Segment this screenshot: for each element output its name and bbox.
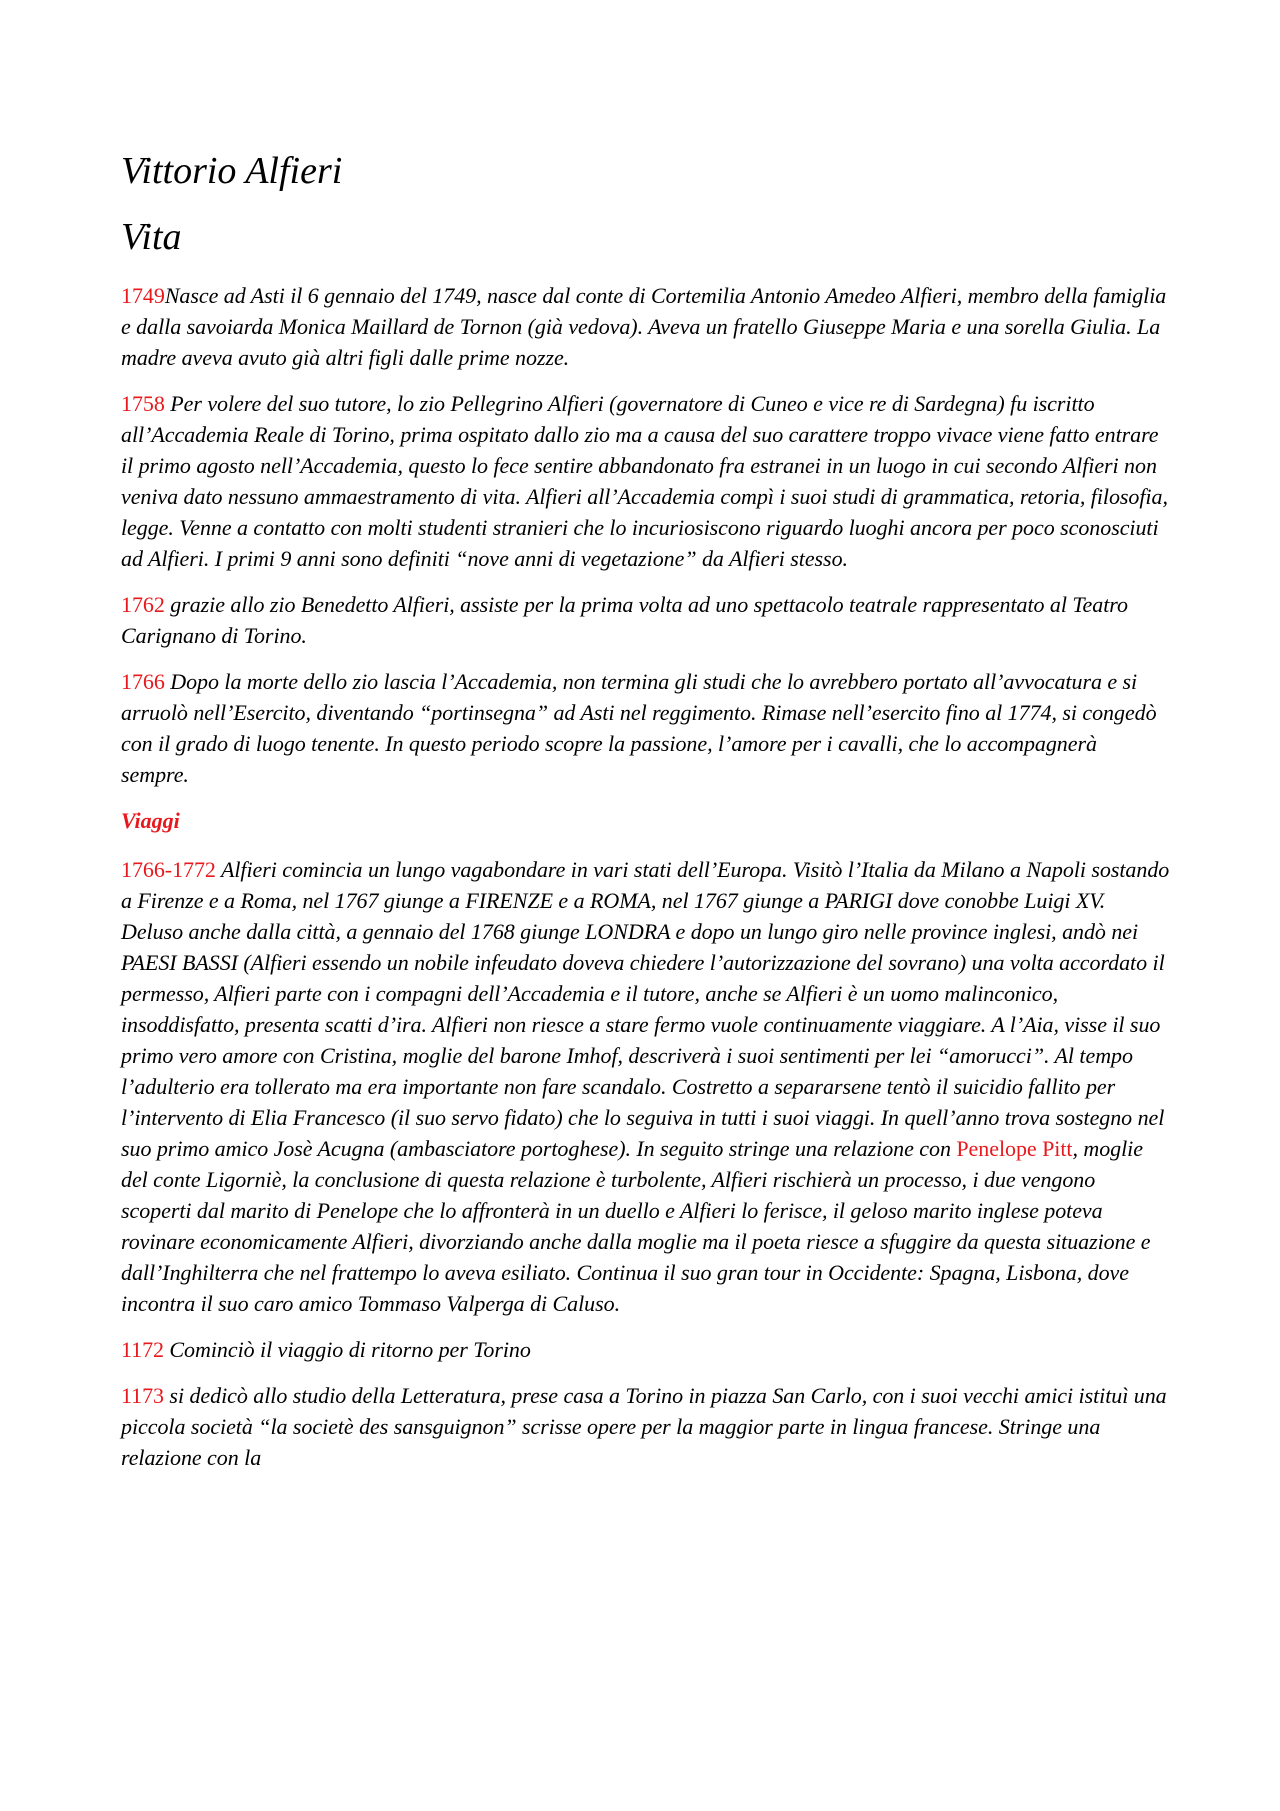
entry-paragraph [121, 1334, 1170, 1365]
entry-paragraph [121, 1380, 1170, 1473]
highlighted-name: Penelope Pitt [956, 1136, 1073, 1161]
entry-text: Cominciò il viaggio di ritorno per Torino [163, 1337, 531, 1362]
entry-year: 1172 [121, 1337, 164, 1362]
entry-year: 1762 [121, 592, 165, 617]
entry-year: 1749 [121, 283, 165, 308]
entry-text: grazie allo zio Benedetto Alfieri, assiste per la prima volta ad uno spettacolo teatrale rappresentato al Teatro Carignano di Torino. [121, 592, 1128, 648]
section-title-vita: Vita [121, 216, 182, 258]
entry-year: 1758 [121, 391, 165, 416]
entry-paragraph [121, 388, 1170, 574]
travel-text-after: , moglie del conte Ligorniè, la conclusione di questa relazione è turbolente, Alfieri rischierà un processo, i due vengono scoperti dal marito di Penelope che lo affronterà in un duello e Alfieri lo ferisce, il geloso marito inglese poteva rovinare economicamente Alfieri, divorziando anche dalla moglie ma il poeta riesce a sfuggire da questa situazione e dall’Inghilterra che nel frattempo lo aveva esiliato. Continua il suo gran tour in Occidente: Spagna, Lisbona, dove incontra il suo caro amico Tommaso Valperga di Caluso. [121, 1136, 1151, 1316]
travel-paragraph [121, 854, 1170, 1319]
entry-paragraph [121, 589, 1170, 651]
travel-years: 1766-1772 [121, 857, 216, 882]
entry-year: 1766 [121, 669, 165, 694]
entry-year: 1173 [121, 1383, 164, 1408]
travel-text-before: Alfieri comincia un lungo vagabondare in vari stati dell’Europa. Visitò l’Italia da Milano a Napoli sostando a Firenze e a Roma, nel 1767 giunge a FIRENZE e a ROMA, nel 1767 giunge a PARIGI dove conobbe Luigi XV. Deluso anche dalla città, a gennaio del 1768 giunge LONDRA e dopo un lungo giro nelle province inglesi, andò nei PAESI BASSI (Alfieri essendo un nobile infeudato doveva chiedere l’autorizzazione del sovrano) una volta accordato il permesso, Alfieri parte con i compagni dell’Accademia e il tutore, anche se Alfieri è un uomo malinconico, insoddisfatto, presenta scatti d’ira. Alfieri non riesce a stare fermo vuole continuamente viaggiare. A l’Aia, visse il suo primo vero amore con Cristina, moglie del barone Imhof, descriverà i suoi sentimenti per lei “amorucci”. Al tempo l’adulterio era tollerato ma era importante non fare scandalo. Costretto a separarsene tentò il suicidio fallito per l’intervento di Elia Francesco (il suo servo fidato) che lo seguiva in tutti i suoi viaggi. In quell’anno trova sostegno nel suo primo amico Josè Acugna (ambasciatore portoghese). In seguito stringe una relazione con [121, 857, 1170, 1161]
section-heading-viaggi: Viaggi [121, 808, 180, 833]
entry-text: si dedicò allo studio della Letteratura, prese casa a Torino in piazza San Carlo, con i suoi vecchi amici istituì una piccola società “la societè des sansguignon” scrisse opere per la maggior parte in lingua francese. Stringe una relazione con la [121, 1383, 1167, 1470]
entry-paragraph [121, 666, 1170, 790]
entry-paragraph [121, 280, 1170, 373]
entry-text: Nasce ad Asti il 6 gennaio del 1749, nasce dal conte di Cortemilia Antonio Amedeo Alfieri, membro della famiglia e dalla savoiarda Monica Maillard de Tornon (già vedova). Aveva un fratello Giuseppe Maria e una sorella Giulia. La madre aveva avuto già altri figli dalle prime nozze. [121, 283, 1167, 370]
entry-text: Per volere del suo tutore, lo zio Pellegrino Alfieri (governatore di Cuneo e vice re di Sardegna) fu iscritto all’Accademia Reale di Torino, prima ospitato dallo zio ma a causa del suo carattere troppo vivace viene fatto entrare il primo agosto nell’Accademia, questo lo fece sentire abbandonato fra estranei in un luogo in cui secondo Alfieri non veniva dato nessuno ammaestramento di vita. Alfieri all’Accademia compì i suoi studi di grammatica, retoria, filosofia, legge. Venne a contatto con molti studenti stranieri che lo incuriosiscono riguardo luoghi ancora per poco sconosciuti ad Alfieri. I primi 9 anni sono definiti “nove anni di vegetazione” da Alfieri stesso. [121, 391, 1168, 571]
page-title: Vittorio Alfieri [121, 150, 343, 192]
entry-text: Dopo la morte dello zio lascia l’Accademia, non termina gli studi che lo avrebbero portato all’avvocatura e si arruolò nell’Esercito, diventando “portinsegna” ad Asti nel reggimento. Rimase nell’esercito fino al 1774, si congedò con il grado di luogo tenente. In questo periodo scopre la passione, l’amore per i cavalli, che lo accompagnerà sempre. [121, 669, 1157, 787]
